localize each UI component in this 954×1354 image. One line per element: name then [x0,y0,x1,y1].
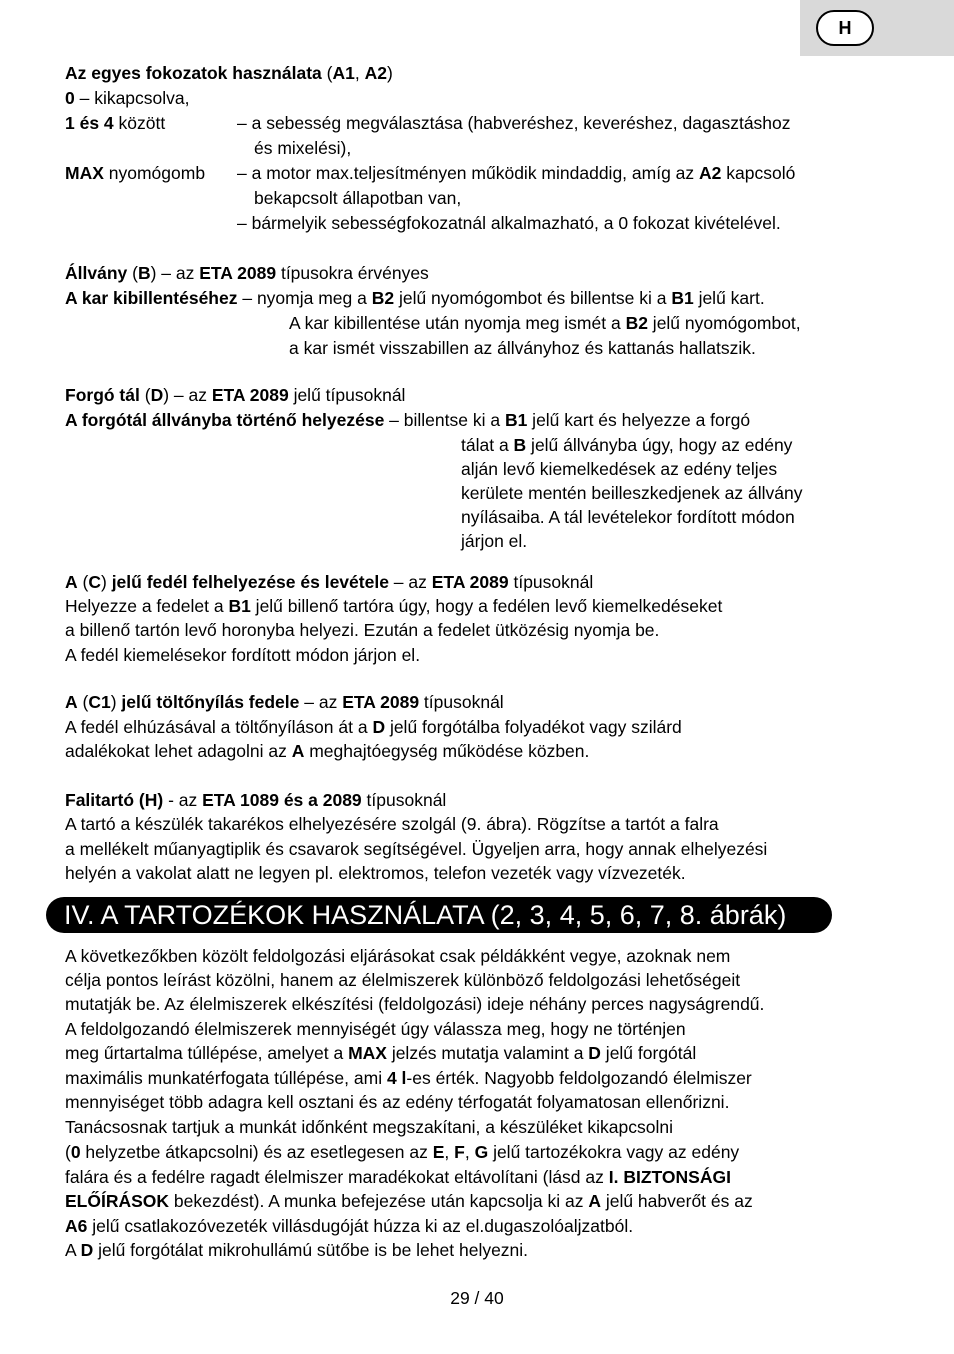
text-run: Helyezze a fedelet a [65,596,229,616]
text-run: adalékokat lehet adagolni az [65,741,292,761]
text-run: jelű kart. [693,288,765,308]
bold-run: D [150,385,164,405]
text-line [65,571,593,593]
bold-run: B [137,263,151,283]
bold-run: I. BIZTONSÁGI [608,1167,731,1187]
text-run: bekezdést). A munka befejezése után kapcsolja ki az [169,1191,589,1211]
text-run: és mixelési), [254,138,352,158]
text-run: mennyiséget több adagra kell osztani és az edény térfogatát folyamatosan ellenőrizni. [65,1092,730,1112]
bold-run: ETA 2089 [211,385,289,405]
text-run: a kar ismét visszabillen az állványhoz és kattanás hallatszik. [289,338,756,358]
bold-run: 1 és 4 [65,113,114,133]
text-run: ) – az [150,263,200,283]
text-run: jelű nyomógombot és billentse ki a [394,288,672,308]
text-run: A fedél kiemelésekor fordított módon járjon el. [65,645,421,665]
text-run: ( [321,63,333,83]
bold-run: B2 [371,288,395,308]
text-run: ( [77,692,89,712]
bold-run: ETA 2089 [431,572,509,592]
text-run: jelű tartozékokra vagy az edény [488,1142,740,1162]
text-run: -es érték. Nagyobb feldolgozandó élelmiszer [406,1068,752,1088]
text-line [65,87,190,109]
text-run: ) [386,63,393,83]
text-run: jelű nyomógombot, [647,313,801,333]
text-line [65,1018,686,1040]
text-run: típusoknál [361,790,447,810]
text-run: maximális munkatérfogata túllépése, ami [65,1068,387,1088]
text-line [461,482,802,504]
text-run: alján levő kiemelkedések az edény teljes [461,459,778,479]
text-run: célja pontos leírást közölni, hanem az élelmiszerek különböző feldolgozási lehetőségeit [65,970,741,990]
bold-run: G [474,1142,489,1162]
text-line [65,619,659,641]
bold-run: jelű töltőnyílás fedele [121,692,300,712]
text-line [65,384,405,406]
text-line [65,1141,739,1163]
bold-run: ELŐÍRÁSOK [65,1191,170,1211]
text-run: A tartó a készülék takarékos elhelyezésére szolgál (9. ábra). Rögzítse a tartót a falra [65,814,719,834]
bold-run: MAX [348,1043,387,1063]
text-line [65,1166,731,1188]
bold-run: A6 [65,1216,88,1236]
bold-run: 0 [70,1142,81,1162]
bold-run: A kar kibillentéséhez [65,288,238,308]
section-heading: IV. A TARTOZÉKOK HASZNÁLATA (2, 3, 4, 5, 6, 7, 8. ábrák) [46,897,832,933]
text-run: helyzetbe átkapcsolni) és az esetlegesen az [80,1142,433,1162]
text-run: A [65,1240,81,1260]
text-run: – kikapcsolva, [74,88,190,108]
text-run: – billentse ki a [384,410,505,430]
page-number: 29 / 40 [450,1288,504,1308]
text-line [65,1239,528,1261]
text-run: A következőkben közölt feldolgozási eljárásokat csak példákként vegye, azoknak nem [65,946,731,966]
bold-run: Az egyes fokozatok használata [65,63,322,83]
bold-run: B [513,435,527,455]
bold-run: A [291,741,305,761]
text-line [65,740,589,762]
text-line [461,434,792,456]
bold-run: A forgótál állványba történő helyezése [65,410,385,430]
text-run: nyílásaiba. A tál levételekor fordított módon [461,507,795,527]
text-line [65,409,750,431]
text-run: ( [77,572,89,592]
text-run: - az [163,790,203,810]
text-run: bekapcsolt állapotban van, [254,188,462,208]
text-line [65,862,686,884]
text-run: A fedél elhúzásával a töltőnyíláson át a [65,717,373,737]
text-run: mutatják be. Az élelmiszerek elkészítési (feldolgozási) ideje néhány perces nagyságrendű. [65,994,765,1014]
text-line [237,212,781,234]
text-line [237,112,791,134]
text-line [65,644,420,666]
text-run: jelű habverőt és az [600,1191,753,1211]
text-run: ( [65,1142,71,1162]
text-run: ( [127,263,138,283]
text-line [65,287,765,309]
text-run: jelű forgótál [600,1043,697,1063]
text-line [65,1042,696,1064]
text-line [65,1091,729,1113]
text-run: jelű csatlakozóvezeték villásdugóját húzza ki az el.dugaszolóaljzatból. [87,1216,634,1236]
text-line [254,137,351,159]
text-run: ) – az [163,385,212,405]
bold-run: ETA 2089 [342,692,420,712]
text-run: jelzés mutatja valamint a [386,1043,589,1063]
text-line [65,789,446,811]
bold-run: B1 [504,410,528,430]
bold-run: Forgó tál [65,385,140,405]
text-run: a mellékelt műanyagtiplik és csavarok segítségével. Ügyeljen arra, hogy annak elhelyezési [65,839,768,859]
text-run: A kar kibillentése után nyomja meg ismét a [289,313,626,333]
text-run: kerülete mentén beilleszkedjenek az állvány [461,483,803,503]
text-run: típusoknál [419,692,504,712]
bold-run: D [80,1240,94,1260]
bold-run: A1 [332,63,355,83]
text-run: ( [139,385,151,405]
text-run: , [464,1142,475,1162]
bold-run: F [454,1142,465,1162]
bold-run: 4 l [386,1068,407,1088]
text-line [65,162,205,184]
text-run: kapcsoló [721,163,796,183]
text-line [65,993,764,1015]
text-run: – az [388,572,432,592]
text-run: típusokra érvényes [276,263,429,283]
text-run: – az [299,692,343,712]
bold-run: ETA 1089 és a 2089 [202,790,362,810]
bold-run: Állvány [65,263,128,283]
text-line [65,1190,753,1212]
text-run: helyén a vakolat alatt ne legyen pl. elektromos, telefon vezeték vagy vízvezeték. [65,863,686,883]
text-run: , [354,63,365,83]
bold-run: B2 [625,313,648,333]
text-line [65,262,429,284]
bold-run: A [588,1191,601,1211]
text-line [65,112,165,134]
bold-run: B1 [671,288,694,308]
text-line [461,458,777,480]
text-line [65,691,504,713]
text-run: ) [100,572,112,592]
language-badge: H [816,10,874,46]
text-line [65,838,767,860]
bold-run: ETA 2089 [199,263,277,283]
text-run: meg űrtartalma túllépése, amelyet a [65,1043,349,1063]
text-line [65,62,393,84]
bold-run: A2 [699,163,722,183]
text-run: ) [110,692,122,712]
text-run: – a motor max.teljesítményen működik mindaddig, amíg az [237,163,700,183]
bold-run: A [65,572,78,592]
text-line [65,945,730,967]
text-run: jelű billenő tartóra úgy, hogy a fedélen levő kiemelkedéseket [250,596,723,616]
bold-run: A [65,692,78,712]
text-run: a billenő tartón levő horonyba helyezi. Ezután a fedelet ütközésig nyomja be. [65,620,660,640]
text-line [289,312,801,334]
bold-run: C1 [88,692,111,712]
bold-run: jelű fedél felhelyezése és levétele [111,572,389,592]
text-line [65,1215,633,1237]
text-run: között [113,113,166,133]
text-line [461,506,795,528]
language-tab [800,0,954,56]
text-run: falára és a fedélre ragadt élelmiszer maradékokat eltávolítani (lásd az [65,1167,609,1187]
text-run: járjon el. [461,531,528,551]
text-run: típusoknál [508,572,594,592]
text-run: A feldolgozandó élelmiszerek mennyiségét úgy válassza meg, hogy ne történjen [65,1019,686,1039]
text-run: – a sebesség megválasztása (habveréshez, keveréshez, dagasztáshoz [237,113,791,133]
bold-run: D [588,1043,601,1063]
text-line [461,530,527,552]
text-run: , [444,1142,455,1162]
bold-run: 0 [65,88,75,108]
bold-run: Falitartó (H) [65,790,164,810]
text-line [65,813,719,835]
text-line [237,162,795,184]
text-run: jelű állványba úgy, hogy az edény [526,435,793,455]
text-run: jelű forgótálat mikrohullámú sütőbe is be lehet helyezni. [93,1240,529,1260]
bold-run: C [88,572,101,592]
bold-run: MAX [65,163,104,183]
text-run: Tanácsosnak tartjuk a munkát időnként megszakítani, a készüléket kikapcsolni [65,1117,673,1137]
text-run: – nyomja meg a [237,288,372,308]
text-line [65,716,682,738]
text-run: jelű forgótálba folyadékot vagy szilárd [385,717,682,737]
bold-run: D [372,717,386,737]
text-line [289,337,756,359]
text-line [65,1116,673,1138]
bold-run: E [432,1142,445,1162]
text-run: meghajtóegység működése közben. [304,741,590,761]
text-run: jelű típusoknál [288,385,406,405]
text-run: nyomógomb [103,163,206,183]
bold-run: A2 [364,63,387,83]
text-run: tálat a [461,435,514,455]
text-line [254,187,461,209]
text-line [65,1067,752,1089]
text-run: jelű kart és helyezze a forgó [527,410,751,430]
text-line [65,969,740,991]
text-run: – bármelyik sebességfokozatnál alkalmazható, a 0 fokozat kivételével. [237,213,781,233]
text-line [65,595,722,617]
bold-run: B1 [228,596,251,616]
